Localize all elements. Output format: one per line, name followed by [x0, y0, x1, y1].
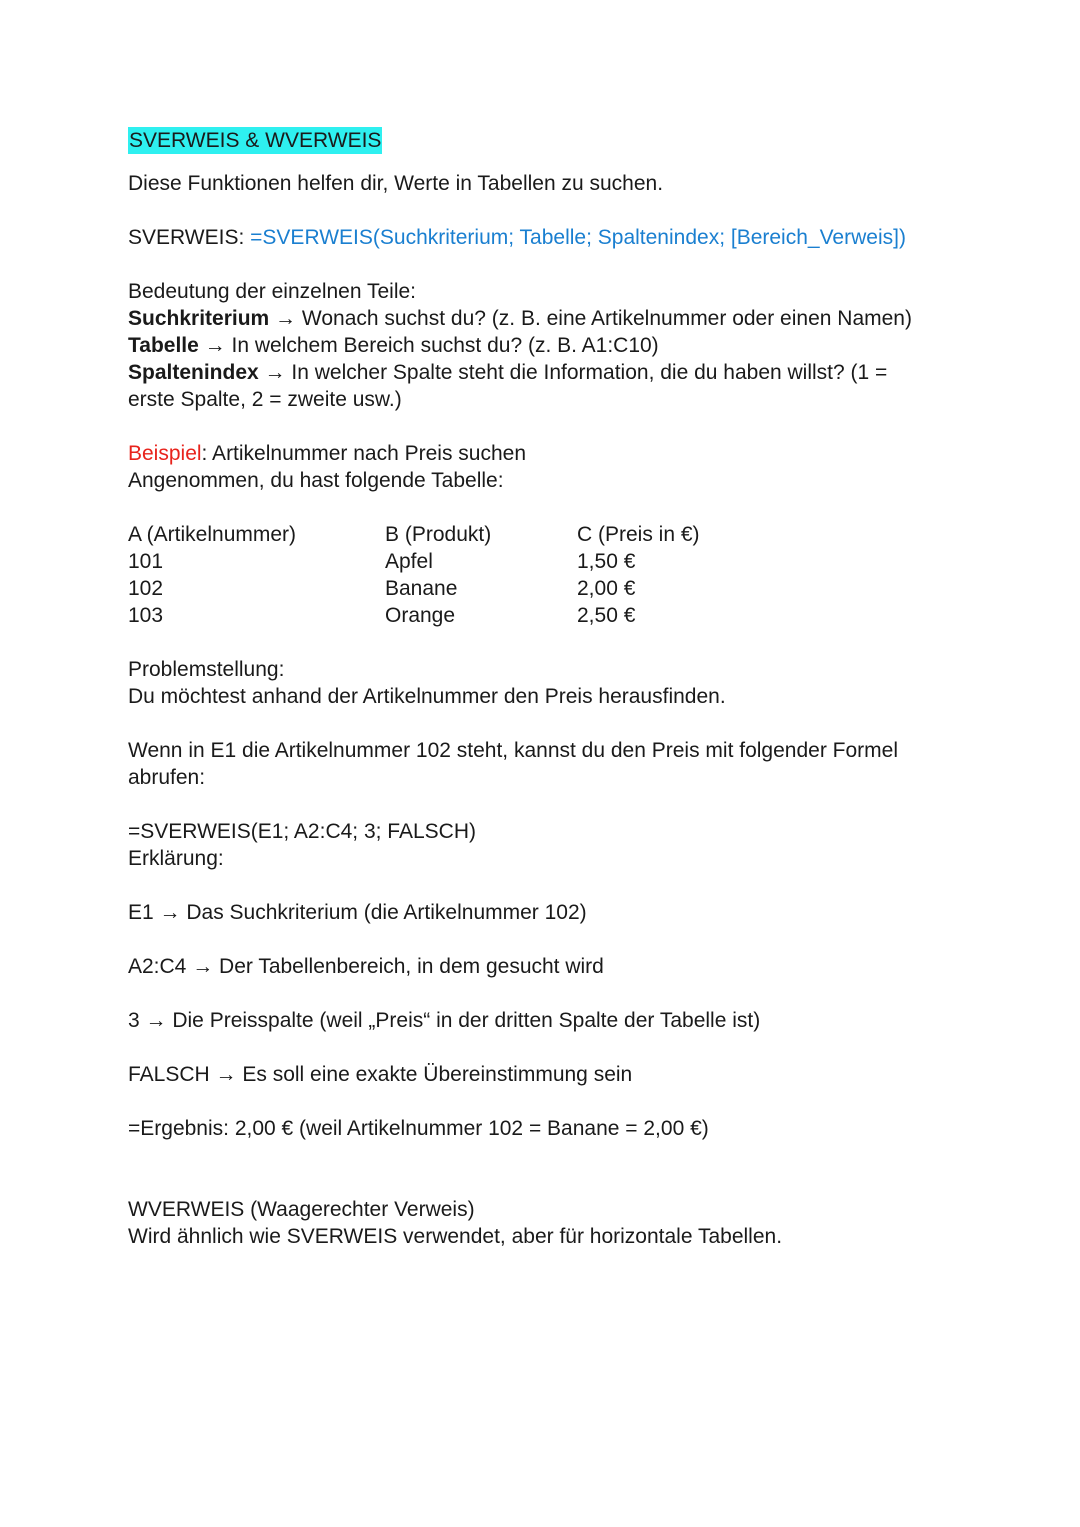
- part-item: [128, 332, 968, 359]
- explanation-item: A2:C4 → Der Tabellenbereich, in dem gesucht wird: [128, 955, 604, 978]
- table-cell: 101: [128, 550, 164, 573]
- table-header: C (Preis in €): [577, 523, 700, 546]
- table-cell: Apfel: [385, 550, 433, 573]
- document-page: [128, 127, 968, 1250]
- table-header: B (Produkt): [385, 523, 492, 546]
- part-text: → In welcher Spalte steht die Information, die du haben willst? (1 = erste Spalte, 2 = zweite usw.): [128, 361, 888, 411]
- page-title: SVERWEIS & WVERWEIS: [129, 129, 382, 152]
- result-line: =Ergebnis: 2,00 € (weil Artikelnummer 102 = Banane = 2,00 €): [128, 1117, 709, 1140]
- part-term: Suchkriterium: [128, 307, 270, 330]
- example-label: Beispiel: [128, 442, 202, 465]
- example-intro: Angenommen, du hast folgende Tabelle:: [128, 469, 504, 492]
- example-title: : Artikelnummer nach Preis suchen: [201, 442, 527, 465]
- table-cell: 103: [128, 604, 164, 627]
- wverweis-text: Wird ähnlich wie SVERWEIS verwendet, aber für horizontale Tabellen.: [128, 1225, 783, 1248]
- part-item: [128, 359, 928, 413]
- part-item: [128, 305, 968, 332]
- table-cell: Orange: [385, 604, 456, 627]
- intro-text: Diese Funktionen helfen dir, Werte in Tabellen zu suchen.: [128, 172, 664, 195]
- part-text: → Wonach suchst du? (z. B. eine Artikelnummer oder einen Namen): [269, 307, 912, 330]
- part-term: Tabelle: [128, 334, 199, 357]
- table-cell: 2,50 €: [577, 604, 636, 627]
- table-header: A (Artikelnummer): [128, 523, 297, 546]
- table-header-row: [128, 521, 777, 548]
- syntax-line: [128, 224, 968, 251]
- table-cell: 2,00 €: [577, 577, 636, 600]
- explanation-item: 3 → Die Preisspalte (weil „Preis“ in der dritten Spalte der Tabelle ist): [128, 1009, 761, 1032]
- problem-heading: Problemstellung:: [128, 658, 285, 681]
- wverweis-heading: WVERWEIS (Waagerechter Verweis): [128, 1198, 475, 1221]
- table-cell: 1,50 €: [577, 550, 636, 573]
- explanation-item: E1 → Das Suchkriterium (die Artikelnummer 102): [128, 901, 587, 924]
- part-text: → In welchem Bereich suchst du? (z. B. A1:C10): [198, 334, 659, 357]
- example-table: [128, 521, 777, 629]
- example-line: [128, 440, 968, 467]
- part-term: Spaltenindex: [128, 361, 259, 384]
- table-cell: Banane: [385, 577, 458, 600]
- title-line: [128, 127, 968, 154]
- explanation-item: FALSCH → Es soll eine exakte Übereinstimmung sein: [128, 1063, 633, 1086]
- table-row: [128, 602, 777, 629]
- table-row: [128, 575, 777, 602]
- parts-heading: Bedeutung der einzelnen Teile:: [128, 280, 417, 303]
- table-row: [128, 548, 777, 575]
- syntax-label: SVERWEIS:: [128, 226, 251, 249]
- table-cell: 102: [128, 577, 164, 600]
- problem-text: Du möchtest anhand der Artikelnummer den Preis herausfinden.: [128, 685, 726, 708]
- explanation-heading: Erklärung:: [128, 847, 224, 870]
- formula-intro: Wenn in E1 die Artikelnummer 102 steht, kannst du den Preis mit folgender Formel abrufen:: [128, 739, 898, 789]
- syntax-formula: =SVERWEIS(Suchkriterium; Tabelle; Spaltenindex; [Bereich_Verweis]): [250, 226, 906, 249]
- formula-example: =SVERWEIS(E1; A2:C4; 3; FALSCH): [128, 820, 476, 843]
